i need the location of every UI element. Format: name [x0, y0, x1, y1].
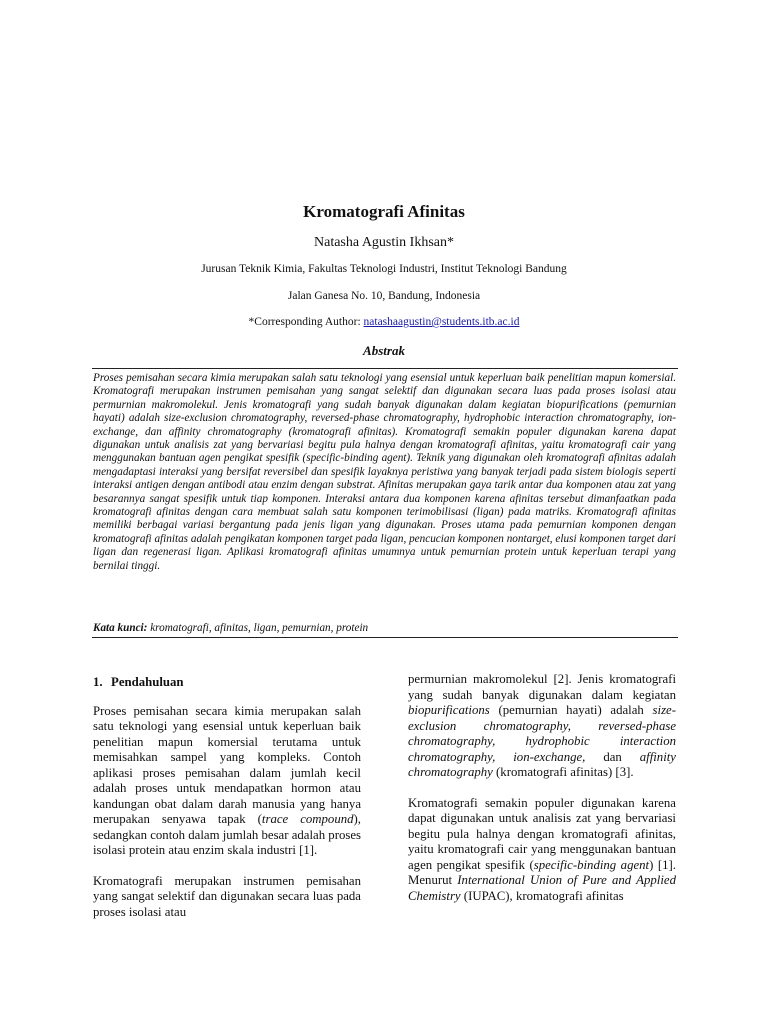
text-span: (pemurnian hayati) adalah: [489, 703, 653, 717]
intro-paragraph-2: Kromatografi merupakan instrumen pemisahan yang sangat selektif dan digunakan secara luas pada proses isolasi atau: [93, 873, 361, 919]
section-number: 1.: [93, 675, 103, 689]
text-span: ), sedangkan contoh dalam jumlah besar adalah proses isolasi protein atau enzim skala industri [1].: [93, 812, 361, 857]
intro-paragraph-1: [93, 704, 361, 859]
text-span: Kromatografi semakin populer digunakan karena dapat digunakan untuk analisis zat yang bervariasi begitu pula halnya dengan kromatografi afinitas, yaitu kromatografi cair yang menggunakan bantuan agen pengikat spesifik (: [408, 795, 676, 872]
corresponding-author: [0, 316, 768, 328]
abstract-body: Proses pemisahan secara kimia merupakan salah satu teknologi yang esensial untuk keperluan baik penelitian mapun komersial. Kromatografi merupakan instrumen pemisahan yang sangat selektif dan digunakan secara luas pada proses isolasi atau permurnian makromolekul. Jenis kromatografi yang sudah banyak digunakan dalam kegiatan biopurifications (pemurnian hayati) adalah size-exclusion chromatography, reversed-phase chromatography, hydrophobic interaction chromatography, ion-exchange, dan affinity chromatography (kromatografi afinitas). Kromatografi semakin populer digunakan karena dapat digunakan untuk analisis zat yang bervariasi begitu pula halnya dengan kromatografi afinitas, yaitu kromatografi cair yang menggunakan bantuan agen pengikat spesifik (specific-binding agent). Teknik yang digunakan oleh kromatografi afinitas adalah mengadaptasi interaksi yang bersifat reversibel dan spesifik layaknya peristiwa yang banyak terjadi pada sistem biologis seperti interaksi antigen dengan antibodi atau enzim dengan substrat. Afinitas merupakan gaya tarik antar dua komponen atau zat yang besarannya sangat spesifik untuk tiap komponen. Interaksi antara dua komponen karena afinitas tersebut dimanfaatkan pada kromatografi afinitas dengan cara membuat salah satu komponen terimobilisasi (ligan) pada matriks. Kromatografi afinitas memiliki berbagai variasi bergantung pada jenis ligan yang digunakan. Proses utama pada pemurnian komponen dengan kromatografi afinitas adalah pengikatan komponen target pada ligan, pencucian komponen nontarget, elusi komponen target dari ligan dan regenerasi ligan. Aplikasi kromatografi afinitas umumnya untuk pemurnian protein untuk keperluan terapi yang bernilai tinggi.: [93, 372, 676, 572]
text-span: dan: [585, 749, 640, 764]
abstract-bottom-rule: [92, 637, 678, 638]
italic-term: trace compound: [261, 812, 354, 826]
intro-paragraph-4: [408, 796, 676, 905]
paper-title: Kromatografi Afinitas: [303, 202, 465, 221]
affiliation: Jurusan Teknik Kimia, Fakultas Teknologi Industri, Institut Teknologi Bandung: [201, 263, 567, 275]
text-span: ) [1]. Menurut: [408, 857, 676, 887]
keywords: [93, 622, 676, 634]
section-heading: [93, 675, 361, 691]
italic-term: International Union of Pure and Applied Chemistry: [408, 873, 676, 903]
text-span: Proses pemisahan secara kimia merupakan salah satu teknologi yang esensial untuk keperluan baik penelitian mapun komersial terutama untuk memisahkan sampel yang kompleks. Contoh aplikasi proses pemisahan dalam jumlah kecil adalah proses untuk mendapatkan hormon atau kandungan obat dalam darah manusia yang hanya merupakan senyawa tapak (: [93, 703, 361, 826]
text-span: permurnian makromolekul [2]. Jenis kromatografi yang sudah banyak digunakan dalam kegiatan: [408, 672, 676, 702]
address: Jalan Ganesa No. 10, Bandung, Indonesia: [287, 290, 481, 302]
text-span: (IUPAC), kromatografi afinitas: [460, 888, 624, 903]
italic-term: specific-binding agent: [533, 857, 650, 872]
abstract-top-rule: [92, 368, 678, 369]
text-span: (kromatografi afinitas) [3].: [492, 765, 634, 779]
abstract-heading: Abstrak: [363, 343, 405, 358]
italic-term: size-exclusion chromatography, reversed-phase chromatography, hydrophobic interaction chromatography, ion-exchange,: [408, 703, 676, 764]
italic-term: biopurifications: [408, 703, 490, 717]
italic-term: affinity chromatography: [408, 749, 676, 779]
author-email-link[interactable]: natashaagustin@students.itb.ac.id: [363, 316, 520, 328]
intro-paragraph-3: [408, 672, 676, 781]
corresponding-label: *Corresponding Author:: [248, 316, 364, 328]
author-name: Natasha Agustin Ikhsan*: [314, 235, 454, 250]
keywords-text: kromatografi, afinitas, ligan, pemurnian, protein: [147, 622, 369, 634]
keywords-label: Kata kunci:: [93, 622, 148, 634]
section-title: Pendahuluan: [111, 675, 184, 689]
left-column: [93, 672, 361, 935]
right-column: [408, 672, 676, 919]
